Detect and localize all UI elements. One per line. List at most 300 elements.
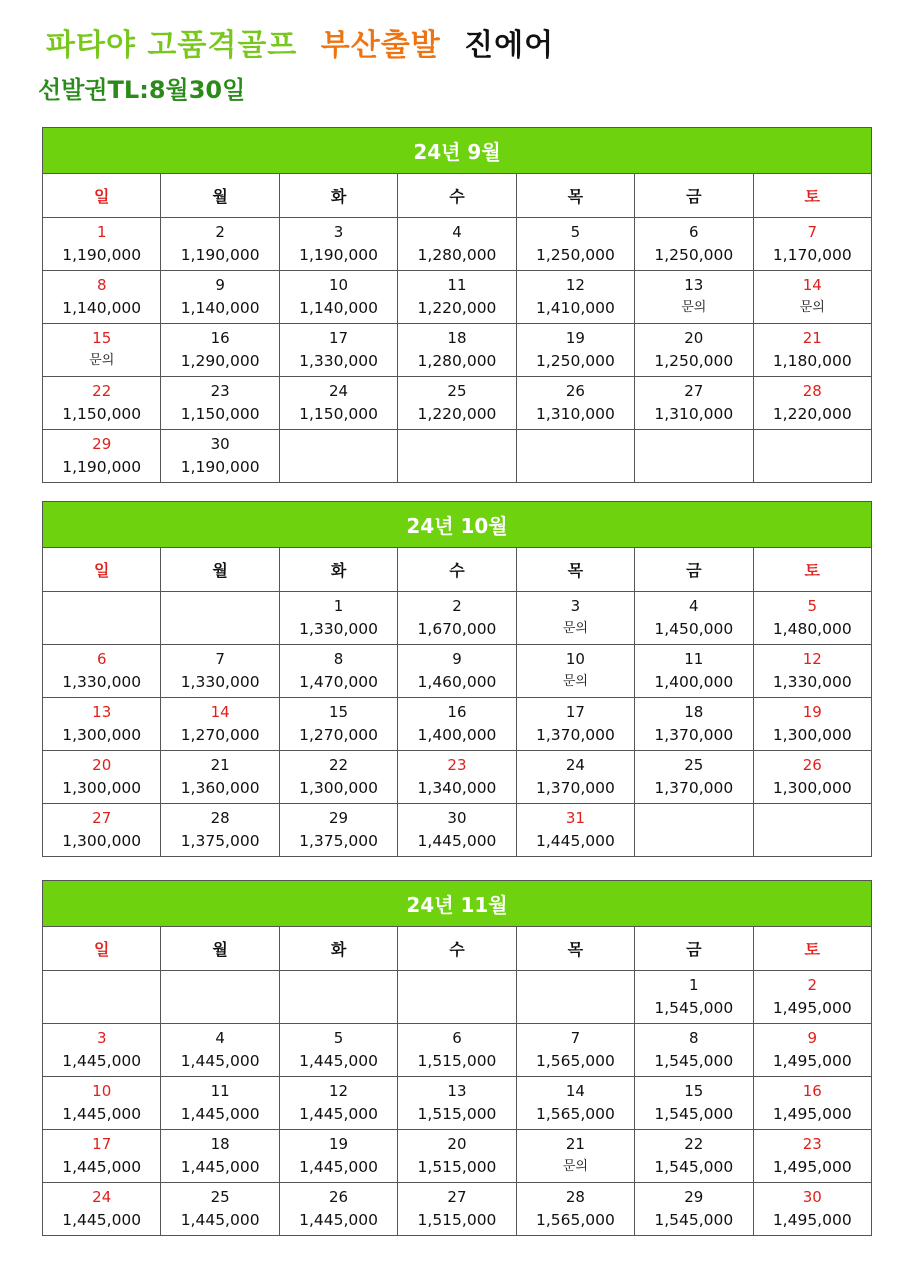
day-number: 22 [92, 382, 112, 400]
day-number: 10 [329, 276, 349, 294]
day-cell [635, 271, 753, 324]
weekday-label: 토 [753, 174, 871, 218]
day-number: 19 [329, 1135, 349, 1153]
title-airline: 진에어 [464, 28, 555, 63]
day-cell [398, 751, 516, 804]
day-number: 5 [570, 223, 581, 241]
day-number: 4 [215, 1029, 225, 1047]
day-cell [279, 592, 397, 645]
weekday-label: 목 [516, 927, 634, 971]
weekday-label: 목 [516, 174, 634, 218]
day-cell [753, 1130, 871, 1183]
day-cell [43, 430, 161, 483]
day-price: 1,400,000 [654, 673, 734, 691]
weekday-label: 일 [43, 174, 161, 218]
day-price: 1,310,000 [654, 405, 734, 423]
day-price: 1,280,000 [417, 352, 497, 370]
day-price: 1,495,000 [772, 1052, 852, 1070]
day-price: 1,250,000 [535, 352, 615, 370]
day-cell [516, 1077, 634, 1130]
day-cell [279, 1183, 397, 1236]
day-cell [753, 971, 871, 1024]
day-price: 1,545,000 [654, 1105, 734, 1123]
day-cell [398, 324, 516, 377]
day-price: 문의 [681, 300, 707, 315]
day-number: 6 [96, 650, 107, 668]
day-price: 1,220,000 [772, 405, 852, 423]
day-number: 30 [802, 1188, 822, 1206]
day-price: 1,150,000 [180, 405, 260, 423]
day-price: 문의 [89, 353, 115, 368]
day-number: 7 [570, 1029, 581, 1047]
day-cell [43, 751, 161, 804]
day-price: 문의 [562, 621, 588, 636]
day-price: 1,565,000 [535, 1052, 615, 1070]
day-price: 1,180,000 [772, 352, 852, 370]
day-cell [279, 804, 397, 857]
empty-cell [279, 971, 397, 1024]
day-price: 1,445,000 [299, 1052, 378, 1070]
day-price: 1,250,000 [535, 246, 615, 264]
empty-cell [635, 804, 753, 857]
day-cell [161, 698, 279, 751]
day-price: 문의 [562, 1159, 588, 1174]
day-cell [161, 645, 279, 698]
day-price: 1,300,000 [62, 779, 142, 797]
month-header-row [43, 502, 872, 548]
weekday-row [43, 548, 872, 592]
weekday-row [43, 174, 872, 218]
weekday-label: 화 [279, 927, 397, 971]
day-number: 7 [215, 650, 225, 668]
day-number: 24 [565, 756, 585, 774]
day-number: 6 [452, 1029, 462, 1047]
day-price: 1,140,000 [299, 299, 378, 317]
empty-cell [516, 430, 634, 483]
day-cell [279, 324, 397, 377]
empty-cell [635, 430, 753, 483]
day-cell [516, 592, 634, 645]
ticketing-deadline: 선발권TL:8월30일 [38, 76, 246, 104]
day-price: 1,460,000 [417, 673, 497, 691]
day-number: 27 [447, 1188, 467, 1206]
day-price: 1,445,000 [62, 1105, 142, 1123]
day-number: 18 [447, 329, 467, 347]
day-price: 1,370,000 [535, 779, 615, 797]
day-number: 19 [802, 703, 822, 721]
day-number: 15 [684, 1082, 704, 1100]
day-cell [516, 1183, 634, 1236]
day-cell [43, 324, 161, 377]
day-price: 1,280,000 [417, 246, 497, 264]
day-number: 18 [210, 1135, 230, 1153]
day-cell [398, 218, 516, 271]
month-title: 24년 9월 [43, 128, 872, 174]
day-number: 3 [96, 1029, 107, 1047]
day-number: 14 [802, 276, 822, 294]
day-price: 1,310,000 [535, 405, 615, 423]
day-price: 1,445,000 [299, 1211, 378, 1229]
day-number: 5 [333, 1029, 344, 1047]
day-cell [516, 271, 634, 324]
day-cell [516, 377, 634, 430]
day-price: 1,445,000 [417, 832, 497, 850]
weekday-row [43, 927, 872, 971]
day-price: 1,190,000 [62, 458, 142, 476]
day-price: 1,565,000 [535, 1105, 615, 1123]
day-number: 3 [333, 223, 344, 241]
week-row [43, 971, 872, 1024]
day-cell [43, 218, 161, 271]
day-price: 1,330,000 [772, 673, 852, 691]
day-price: 1,370,000 [654, 726, 734, 744]
day-cell [516, 1130, 634, 1183]
day-cell [753, 698, 871, 751]
day-price: 1,515,000 [417, 1158, 497, 1176]
day-price: 1,445,000 [180, 1052, 260, 1070]
day-cell [161, 1183, 279, 1236]
day-cell [398, 645, 516, 698]
day-price: 1,545,000 [654, 1052, 734, 1070]
day-number: 21 [802, 329, 822, 347]
day-cell [753, 1077, 871, 1130]
day-number: 8 [689, 1029, 699, 1047]
empty-cell [43, 592, 161, 645]
day-price: 1,190,000 [180, 458, 260, 476]
day-number: 26 [329, 1188, 349, 1206]
day-number: 25 [684, 756, 704, 774]
day-number: 28 [565, 1188, 585, 1206]
day-cell [43, 698, 161, 751]
day-number: 11 [210, 1082, 230, 1100]
day-price: 1,290,000 [180, 352, 260, 370]
weekday-label: 토 [753, 548, 871, 592]
day-price: 1,300,000 [772, 726, 852, 744]
day-number: 29 [684, 1188, 704, 1206]
day-number: 5 [807, 597, 818, 615]
day-price: 1,330,000 [299, 620, 378, 638]
day-cell [43, 645, 161, 698]
day-number: 26 [802, 756, 822, 774]
day-number: 13 [684, 276, 704, 294]
day-price: 1,515,000 [417, 1105, 497, 1123]
day-price: 1,250,000 [654, 352, 734, 370]
day-cell [635, 751, 753, 804]
day-cell [753, 271, 871, 324]
day-cell [516, 1024, 634, 1077]
week-row [43, 698, 872, 751]
day-price: 1,370,000 [535, 726, 615, 744]
day-price: 1,250,000 [654, 246, 734, 264]
day-cell [635, 1183, 753, 1236]
day-price: 1,545,000 [654, 1158, 734, 1176]
day-cell [43, 1077, 161, 1130]
day-number: 24 [92, 1188, 112, 1206]
day-price: 1,495,000 [772, 999, 852, 1017]
day-price: 1,220,000 [417, 405, 497, 423]
day-price: 1,300,000 [62, 832, 142, 850]
day-price: 1,140,000 [62, 299, 142, 317]
calendar-month [42, 127, 872, 483]
day-price: 1,190,000 [180, 246, 260, 264]
day-price: 1,220,000 [417, 299, 497, 317]
day-number: 2 [807, 976, 818, 994]
empty-cell [753, 430, 871, 483]
day-cell [161, 1077, 279, 1130]
day-number: 4 [452, 223, 462, 241]
day-number: 8 [333, 650, 344, 668]
day-number: 29 [329, 809, 349, 827]
day-cell [635, 645, 753, 698]
day-cell [753, 1183, 871, 1236]
day-price: 1,410,000 [535, 299, 615, 317]
day-price: 1,445,000 [62, 1052, 142, 1070]
day-number: 15 [92, 329, 112, 347]
day-price: 1,300,000 [772, 779, 852, 797]
weekday-label: 금 [635, 548, 753, 592]
day-price: 1,545,000 [654, 999, 734, 1017]
day-cell [398, 1130, 516, 1183]
day-number: 29 [92, 435, 112, 453]
week-row [43, 592, 872, 645]
day-cell [161, 271, 279, 324]
week-row [43, 1077, 872, 1130]
day-number: 12 [802, 650, 822, 668]
day-price: 1,445,000 [180, 1158, 260, 1176]
day-cell [635, 377, 753, 430]
weekday-label: 월 [161, 548, 279, 592]
empty-cell [753, 804, 871, 857]
day-number: 6 [689, 223, 699, 241]
day-cell [753, 324, 871, 377]
day-number: 1 [333, 597, 344, 615]
day-number: 26 [565, 382, 585, 400]
day-cell [161, 377, 279, 430]
day-cell [398, 592, 516, 645]
day-cell [635, 698, 753, 751]
day-price: 1,450,000 [654, 620, 734, 638]
day-price: 1,150,000 [299, 405, 378, 423]
day-number: 14 [565, 1082, 585, 1100]
empty-cell [398, 430, 516, 483]
calendar-month [42, 501, 872, 857]
day-number: 20 [447, 1135, 467, 1153]
week-row [43, 751, 872, 804]
day-number: 16 [447, 703, 467, 721]
day-price: 1,445,000 [299, 1158, 378, 1176]
day-cell [279, 1024, 397, 1077]
day-cell [635, 1024, 753, 1077]
day-cell [161, 218, 279, 271]
day-cell [635, 971, 753, 1024]
day-number: 10 [92, 1082, 112, 1100]
day-cell [398, 1024, 516, 1077]
day-number: 4 [689, 597, 699, 615]
day-cell [398, 377, 516, 430]
day-number: 25 [447, 382, 467, 400]
month-header-row [43, 881, 872, 927]
day-cell [635, 592, 753, 645]
empty-cell [279, 430, 397, 483]
weekday-label: 수 [398, 548, 516, 592]
empty-cell [43, 971, 161, 1024]
day-number: 9 [807, 1029, 818, 1047]
day-price: 1,300,000 [299, 779, 378, 797]
day-number: 17 [92, 1135, 112, 1153]
empty-cell [161, 592, 279, 645]
day-price: 1,330,000 [62, 673, 142, 691]
day-number: 8 [96, 276, 107, 294]
day-cell [43, 1183, 161, 1236]
day-price: 1,480,000 [772, 620, 852, 638]
day-number: 1 [96, 223, 107, 241]
day-number: 17 [565, 703, 585, 721]
weekday-label: 일 [43, 548, 161, 592]
day-cell [516, 804, 634, 857]
day-number: 27 [684, 382, 704, 400]
day-number: 27 [92, 809, 112, 827]
day-cell [279, 698, 397, 751]
weekday-label: 일 [43, 927, 161, 971]
week-row [43, 377, 872, 430]
day-cell [161, 1130, 279, 1183]
day-price: 1,445,000 [180, 1105, 260, 1123]
week-row [43, 1183, 872, 1236]
day-price: 1,330,000 [299, 352, 378, 370]
day-cell [43, 271, 161, 324]
day-number: 7 [807, 223, 818, 241]
day-price: 1,445,000 [62, 1158, 142, 1176]
day-price: 1,445,000 [535, 832, 615, 850]
day-number: 21 [565, 1135, 585, 1153]
week-row [43, 218, 872, 271]
day-cell [43, 1024, 161, 1077]
month-header-row [43, 128, 872, 174]
day-number: 16 [210, 329, 230, 347]
day-price: 1,150,000 [62, 405, 142, 423]
day-number: 11 [684, 650, 704, 668]
day-price: 1,360,000 [180, 779, 260, 797]
week-row [43, 430, 872, 483]
week-row [43, 645, 872, 698]
weekday-label: 금 [635, 174, 753, 218]
day-cell [398, 271, 516, 324]
day-price: 1,370,000 [654, 779, 734, 797]
weekday-label: 화 [279, 174, 397, 218]
day-price: 1,670,000 [417, 620, 497, 638]
day-number: 2 [215, 223, 225, 241]
day-number: 22 [329, 756, 349, 774]
weekday-label: 목 [516, 548, 634, 592]
day-price: 문의 [799, 300, 825, 315]
day-number: 20 [92, 756, 112, 774]
day-price: 1,375,000 [299, 832, 378, 850]
day-number: 22 [684, 1135, 704, 1153]
day-number: 12 [329, 1082, 349, 1100]
week-row [43, 271, 872, 324]
day-number: 19 [565, 329, 585, 347]
day-number: 9 [452, 650, 462, 668]
day-number: 23 [210, 382, 230, 400]
week-row [43, 1130, 872, 1183]
day-number: 13 [447, 1082, 467, 1100]
day-cell [635, 1077, 753, 1130]
day-number: 18 [684, 703, 704, 721]
day-cell [43, 377, 161, 430]
day-cell [279, 271, 397, 324]
week-row [43, 324, 872, 377]
day-cell [753, 645, 871, 698]
day-price: 1,445,000 [180, 1211, 260, 1229]
day-price: 1,270,000 [180, 726, 260, 744]
day-number: 1 [689, 976, 699, 994]
day-price: 1,400,000 [417, 726, 497, 744]
day-cell [279, 377, 397, 430]
day-cell [279, 645, 397, 698]
day-price: 1,515,000 [417, 1052, 497, 1070]
day-cell [279, 1077, 397, 1130]
day-number: 3 [570, 597, 581, 615]
day-number: 9 [215, 276, 225, 294]
page-title [46, 20, 566, 64]
day-cell [635, 324, 753, 377]
day-number: 28 [802, 382, 822, 400]
day-cell [753, 751, 871, 804]
day-price: 1,445,000 [299, 1105, 378, 1123]
day-cell [516, 645, 634, 698]
day-number: 23 [447, 756, 467, 774]
day-price: 1,545,000 [654, 1211, 734, 1229]
day-cell [279, 751, 397, 804]
day-cell [161, 324, 279, 377]
day-cell [753, 218, 871, 271]
weekday-label: 토 [753, 927, 871, 971]
day-number: 16 [802, 1082, 822, 1100]
day-cell [398, 804, 516, 857]
day-price: 1,515,000 [417, 1211, 497, 1229]
day-cell [516, 751, 634, 804]
day-number: 2 [452, 597, 462, 615]
weekday-label: 금 [635, 927, 753, 971]
day-number: 10 [565, 650, 585, 668]
day-number: 12 [565, 276, 585, 294]
day-number: 30 [210, 435, 230, 453]
week-row [43, 1024, 872, 1077]
day-cell [161, 804, 279, 857]
day-cell [635, 218, 753, 271]
day-cell [279, 218, 397, 271]
day-cell [279, 1130, 397, 1183]
weekday-label: 월 [161, 927, 279, 971]
day-cell [43, 1130, 161, 1183]
day-number: 30 [447, 809, 467, 827]
empty-cell [398, 971, 516, 1024]
day-price: 1,190,000 [62, 246, 142, 264]
weekday-label: 화 [279, 548, 397, 592]
day-cell [753, 1024, 871, 1077]
day-price: 1,495,000 [772, 1105, 852, 1123]
day-number: 13 [92, 703, 112, 721]
day-price: 1,190,000 [299, 246, 378, 264]
title-departure: 부산출발 [320, 28, 441, 63]
day-price: 1,340,000 [417, 779, 497, 797]
day-cell [516, 324, 634, 377]
day-number: 28 [210, 809, 230, 827]
day-number: 11 [447, 276, 467, 294]
day-cell [161, 430, 279, 483]
day-number: 15 [329, 703, 349, 721]
day-cell [516, 218, 634, 271]
